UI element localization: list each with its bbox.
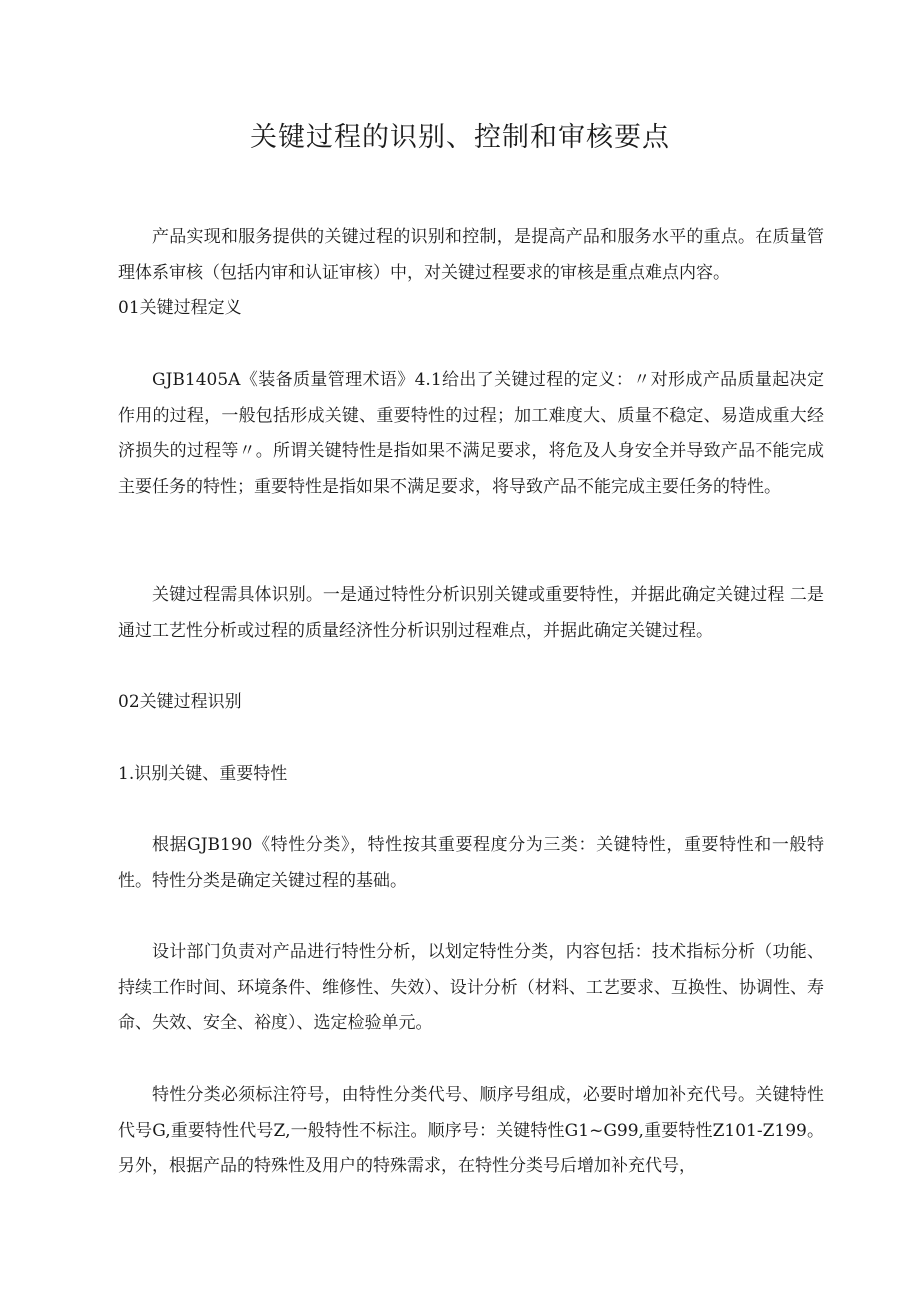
subsection-heading-characteristics: 1.识别关键、重要特性 [118, 764, 288, 784]
identification-paragraph: 关键过程需具体识别。一是通过特性分析识别关键或重要特性，并据此确定关键过程 二是通过工艺性分析或过程的质量经济性分析识别过程难点，并据此确定关键过程。 [118, 585, 824, 641]
intro-paragraph: 产品实现和服务提供的关键过程的识别和控制，是提高产品和服务水平的重点。在质量管理体系审核（包括内审和认证审核）中，对关键过程要求的审核是重点难点内容。 [118, 227, 824, 283]
definition-paragraph: GJB1405A《装备质量管理术语》4.1给出了关键过程的定义：〃对形成产品质量起决定作用的过程，一般包括形成关键、重要特性的过程；加工难度大、质量不稳定、易造成重大经济损失的过程等〃。所谓关键特性是指如果不满足要求，将危及人身安全并导致产品不能完成主要任务的特性；重要特性是指如果不满足要求，将导致产品不能完成主要任务的特性。 [118, 370, 824, 497]
design-analysis-paragraph: 设计部门负责对产品进行特性分析，以划定特性分类，内容包括：技术指标分析（功能、持续工作时间、环境条件、维修性、失效）、设计分析（材料、工艺要求、互换性、协调性、寿命、失效、安全、裕度）、选定检验单元。 [118, 942, 824, 1033]
marking-paragraph: 特性分类必须标注符号，由特性分类代号、顺序号组成，必要时增加补充代号。关键特性代号G,重要特性代号Z,一般特性不标注。顺序号：关键特性G1~G99,重要特性Z101-Z199。另外，根据产品的特殊性及用户的特殊需求，在特性分类号后增加补充代号， [118, 1085, 824, 1176]
gjb190-paragraph: 根据GJB190《特性分类》，特性按其重要程度分为三类：关键特性，重要特性和一般特性。特性分类是确定关键过程的基础。 [118, 835, 824, 891]
section-heading-definition: 01关键过程定义 [118, 298, 242, 318]
document-title: 关键过程的识别、控制和审核要点 [250, 122, 670, 153]
section-heading-identification: 02关键过程识别 [118, 692, 242, 712]
